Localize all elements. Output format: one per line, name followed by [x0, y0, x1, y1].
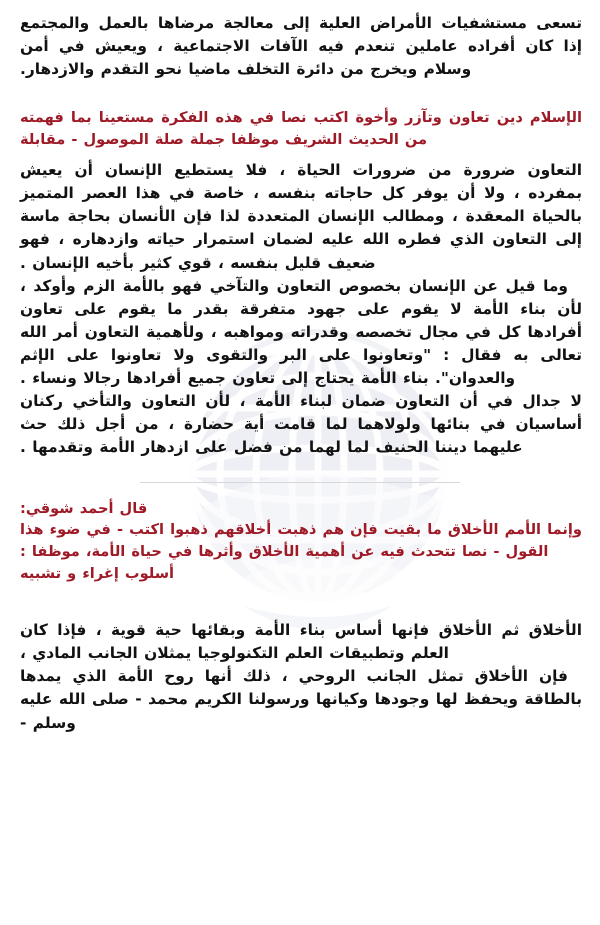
closing-paragraph-one: الأخلاق ثم الأخلاق فإنها أساس بناء الأمة وبقائها حية قوية ، فإذا كان العلم وتطبيقات العلم التكنولوجيا يمثلان الجانب المادي ،	[20, 621, 582, 663]
spacer	[20, 585, 582, 619]
body-paragraph-one: التعاون ضرورة من ضرورات الحياة ، فلا يستطيع الإنسان أن يعيش بمفرده ، ولا أن يوفر كل حاجاته بنفسه ، خاصة في هذا العصر المتميز بالحياة المعقدة ، ومطالب الإنسان المتعددة لذا فإن الأنسان بحاجة ماسة إلى التعاون الذي فطره الله عليه لضمان استمرار حياته وازدهاره ، فهو ضعيف قليل بنفسه ، قوي كثير بأخيه الإنسان .	[20, 161, 582, 272]
body-paragraph-three: لا جدال في أن التعاون ضمان لبناء الأمة ، لأن التعاون والتأخي ركنان أساسيان في بنائها ولولاهما لما قامت أية حضارة ، من أجل ذلك حث عليهما ديننا الحنيف لما لهما من فضل على ازدهار الأمة وتقدمها .	[20, 392, 582, 457]
divider-rule	[140, 482, 460, 483]
spacer	[20, 81, 582, 107]
instruction-two-tail: أسلوب إغراء و تشبيه	[20, 565, 175, 583]
spacer	[20, 151, 582, 159]
body-paragraph-two: وما قيل عن الإنسان بخصوص التعاون والتآخي فهو بالأمة الزم وأوكد ، لأن بناء الأمة لا يقوم على جهود متفرقة بقدر ما يقوم على تعاون أفرادها كل في مجال تخصصه وقدراته ومواهبه ، ولأهمية التعاون أمر الله تعالى به فقال : "وتعاونوا على البر والتقوى ولا تعاونوا على الإثم والعدوان". بناء الأمة يحتاج إلى تعاون جميع أفرادها رجالا ونساء .	[20, 276, 582, 388]
instruction-two: وإنما الأمم الأخلاق ما بقيت فإن هم ذهبت أخلاقهم ذهبوا اكتب - في ضوء هذا القول - نصا تتحدث فيه عن أهمية الأخلاق وأثرها في حياة الأمة، موظفا :	[20, 521, 582, 561]
closing-paragraph-two: فإن الأخلاق تمثل الجانب الروحي ، ذلك أنها روح الأمة الذي يمدها بالطاقة ويحفظ لها وجودها وكيانها ورسولنا الكريم محمد - صلى الله عليه وسلم -	[20, 667, 582, 732]
intro-paragraph: تسعى مستشفيات الأمراض العلية إلى معالجة مرضاها بالعمل والمجتمع إذا كان أفراده عاملين تنعدم فيه الآفات الاجتماعية ، ويعيش في أمن وسلام ويخرج من دائرة التخلف ماضيا نحو التقدم والازدهار.	[20, 14, 582, 79]
spacer	[20, 490, 582, 498]
spacer	[20, 460, 582, 476]
attribution-heading: قال أحمد شوقي:	[20, 499, 148, 517]
instruction-one: الإسلام دين تعاون وتآزر وأخوة اكتب نصا في هذه الفكرة مستعينا بما فهمته من الحديث الشريف موظفا جملة صلة الموصول - مقابلة	[20, 109, 582, 149]
section-divider	[0, 476, 600, 490]
